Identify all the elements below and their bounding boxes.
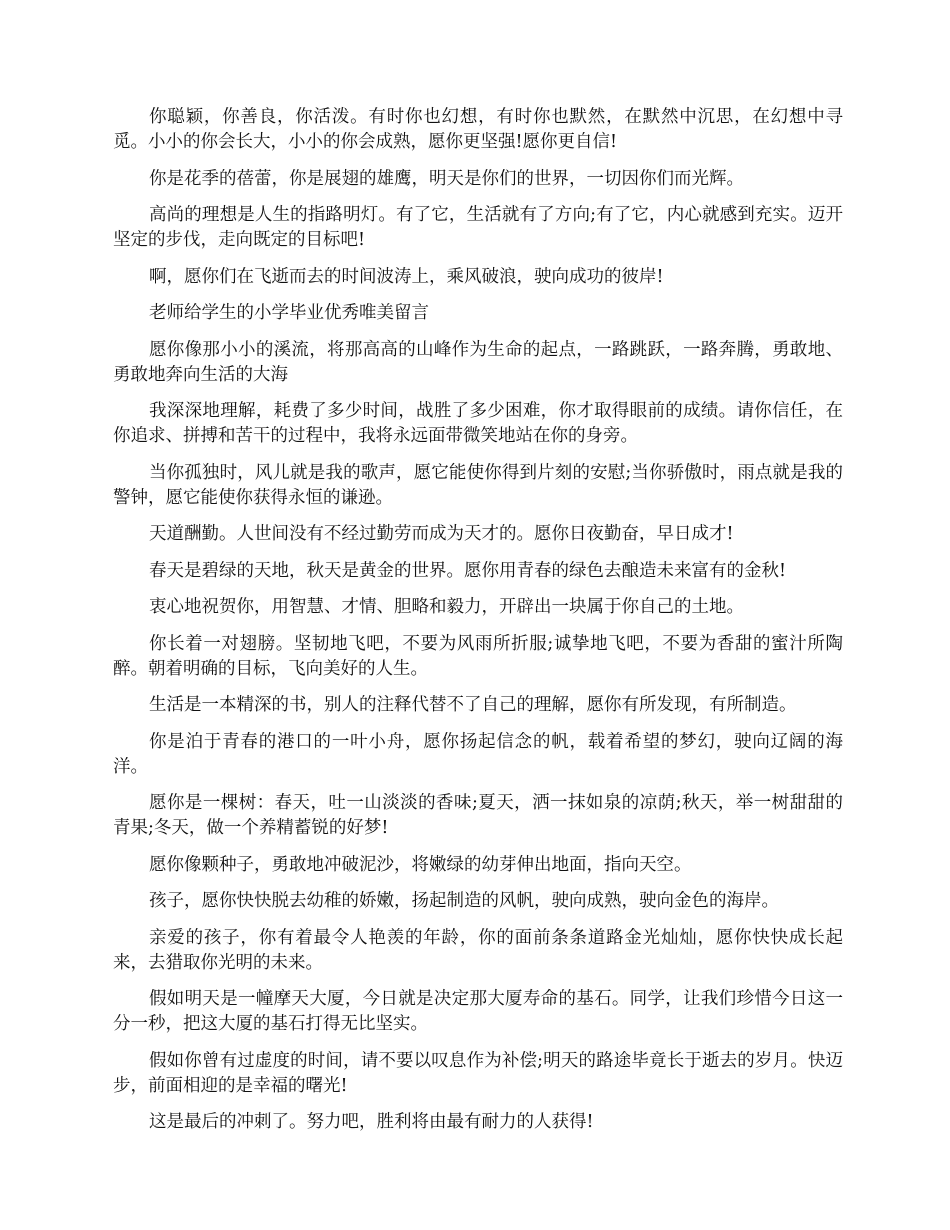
paragraph-21: 这是最后的冲刺了。努力吧，胜利将由最有耐力的人获得! bbox=[149, 1112, 594, 1132]
paragraph-3: 高尚的理想是人生的指路明灯。有了它，生活就有了方向;有了它，内心就感到充实。迈开坚定的步伐，走向既定的目标吧! bbox=[113, 205, 843, 250]
section-heading: 老师给学生的小学毕业优秀唯美留言 bbox=[149, 303, 429, 323]
paragraph-6: 愿你像那小小的溪流，将那高高的山峰作为生命的起点，一路跳跃，一路奔腾，勇敢地、勇敢地奔向生活的大海 bbox=[113, 339, 843, 385]
paragraph-11: 衷心地祝贺你，用智慧、才情、胆略和毅力，开辟出一块属于你自己的土地。 bbox=[149, 597, 744, 617]
paragraph-17: 孩子，愿你快快脱去幼稚的娇嫩，扬起制造的风帆，驶向成熟，驶向金色的海岸。 bbox=[149, 891, 779, 911]
paragraph-7: 我深深地理解，耗费了多少时间，战胜了多少困难，你才取得眼前的成绩。请你信任，在你追求、拼搏和苦干的过程中，我将永远面带微笑地站在你的身旁。 bbox=[113, 401, 843, 446]
paragraph-8: 当你孤独时，风儿就是我的歌声，愿它能使你得到片刻的安慰;当你骄傲时，雨点就是我的警钟，愿它能使你获得永恒的谦逊。 bbox=[113, 462, 843, 508]
paragraph-2: 你是花季的蓓蕾，你是展翅的雄鹰，明天是你们的世界，一切因你们而光辉。 bbox=[149, 168, 744, 189]
paragraph-9: 天道酬勤。人世间没有不经过勤劳而成为天才的。愿你日夜勤奋，早日成才! bbox=[149, 524, 734, 544]
paragraph-13: 生活是一本精深的书，别人的注释代替不了自己的理解，愿你有所发现，有所制造。 bbox=[149, 695, 797, 715]
paragraph-14: 你是泊于青春的港口的一叶小舟，愿你扬起信念的帆，载着希望的梦幻，驶向辽阔的海洋。 bbox=[113, 731, 843, 777]
paragraph-1: 你聪颖，你善良，你活泼。有时你也幻想，有时你也默然，在默然中沉思，在幻想中寻觅。小小的你会长大，小小的你会成熟，愿你更坚强!愿你更自信! bbox=[113, 107, 843, 152]
paragraph-15: 愿你是一棵树：春天，吐一山淡淡的香味;夏天，洒一抹如泉的凉荫;秋天，举一树甜甜的青果;冬天，做一个养精蓄锐的好梦! bbox=[113, 793, 843, 838]
paragraph-18: 亲爱的孩子，你有着最令人艳羡的年龄，你的面前条条道路金光灿灿，愿你快快成长起来，去猎取你光明的未来。 bbox=[113, 927, 843, 973]
paragraph-19: 假如明天是一幢摩天大厦，今日就是决定那大厦寿命的基石。同学，让我们珍惜今日这一分一秒，把这大厦的基石打得无比坚实。 bbox=[113, 989, 843, 1034]
paragraph-4: 啊，愿你们在飞逝而去的时间波涛上，乘风破浪，驶向成功的彼岸! bbox=[149, 266, 664, 287]
paragraph-10: 春天是碧绿的天地，秋天是黄金的世界。愿你用青春的绿色去酿造未来富有的金秋! bbox=[149, 560, 787, 581]
paragraph-12: 你长着一对翅膀。坚韧地飞吧，不要为风雨所折服;诚挚地飞吧，不要为香甜的蜜汁所陶醉。朝着明确的目标，飞向美好的人生。 bbox=[113, 633, 843, 679]
paragraph-16: 愿你像颗种子，勇敢地冲破泥沙，将嫩绿的幼芽伸出地面，指向天空。 bbox=[149, 854, 692, 875]
paragraph-20: 假如你曾有过虚度的时间，请不要以叹息作为补偿;明天的路途毕竟长于逝去的岁月。快迈步，前面相迎的是幸福的曙光! bbox=[113, 1050, 843, 1096]
document-body bbox=[113, 105, 843, 1147]
